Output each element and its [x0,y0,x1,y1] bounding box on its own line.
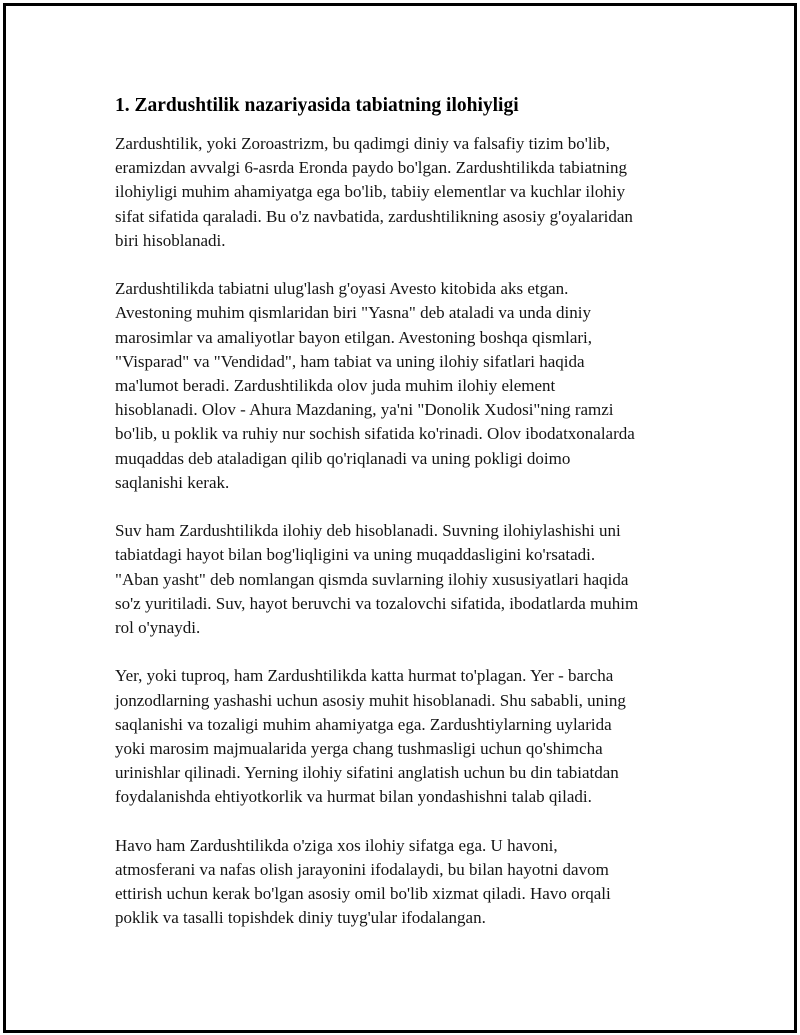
paragraph-water: Suv ham Zardushtilikda ilohiy deb hisoblanadi. Suvning ilohiylashishi uni tabiatdagi hayot bilan bog'liqligini va uning muqaddasligini ko'rsatadi. "Aban yasht" deb nomlangan qismda suvlarning ilohiy xususiyatlari haqida so'z yuritiladi. Suv, hayot beruvchi va tozalovchi sifatida, ibodatlarda muhim rol o'ynaydi. [115,521,639,638]
paragraph-intro: Zardushtilik, yoki Zoroastrizm, bu qadimgi diniy va falsafiy tizim bo'lib, eramizdan avvalgi 6-asrda Eronda paydo bo'lgan. Zardushtilikda tabiatning ilohiyligi muhim ahamiyatga ega bo'lib, tabiiy elementlar va kuchlar ilohiy sifat sifatida qaraladi. Bu o'z navbatida, zardushtilikning asosiy g'oyalaridan biri hisoblanadi. [115,134,633,250]
paragraph-earth: Yer, yoki tuproq, ham Zardushtilikda katta hurmat to'plagan. Yer - barcha jonzodlarning yashashi uchun asosiy muhit hisoblanadi. Shu sababli, uning saqlanishi va tozaligi muhim ahamiyatga ega. Zardushtiylarning uylarida yoki marosim majmualarida yerga chang tushmasligi uchun qo'shimcha urinishlar qilinadi. Yerning ilohiy sifatini anglatish uchun bu din tabiatdan foydalanishda ehtiyotkorlik va hurmat bilan yondashishni talab qiladi. [115,666,626,807]
section-heading: 1. Zardushtilik nazariyasida tabiatning ilohiyligi [115,95,519,116]
document-body [115,94,690,931]
paragraph-avesto-fire: Zardushtilikda tabiatni ulug'lash g'oyasi Avesto kitobida aks etgan. Avestoning muhim qismlaridan biri "Yasna" deb ataladi va unda diniy marosimlar va amaliyotlar bayon etilgan. Avestoning boshqa qismlari, "Visparad" va "Vendidad", ham tabiat va uning ilohiy sifatlari haqida ma'lumot beradi. Zardushtilikda olov juda muhim ilohiy element hisoblanadi. Olov - Ahura Mazdaning, ya'ni "Donolik Xudosi"ning ramzi bo'lib, u poklik va ruhiy nur sochish sifatida ko'rinadi. Olov ibodatxonalarda muqaddas deb ataladigan qilib qo'riqlanadi va uning pokligi doimo saqlanishi kerak. [115,279,635,492]
paragraph-air: Havo ham Zardushtilikda o'ziga xos ilohiy sifatga ega. U havoni, atmosferani va nafas olish jarayonini ifodalaydi, bu bilan hayotni davom ettirish uchun kerak bo'lgan asosiy omil bo'lib xizmat qiladi. Havo orqali poklik va tasalli topishdek diniy tuyg'ular ifodalangan. [115,835,611,928]
